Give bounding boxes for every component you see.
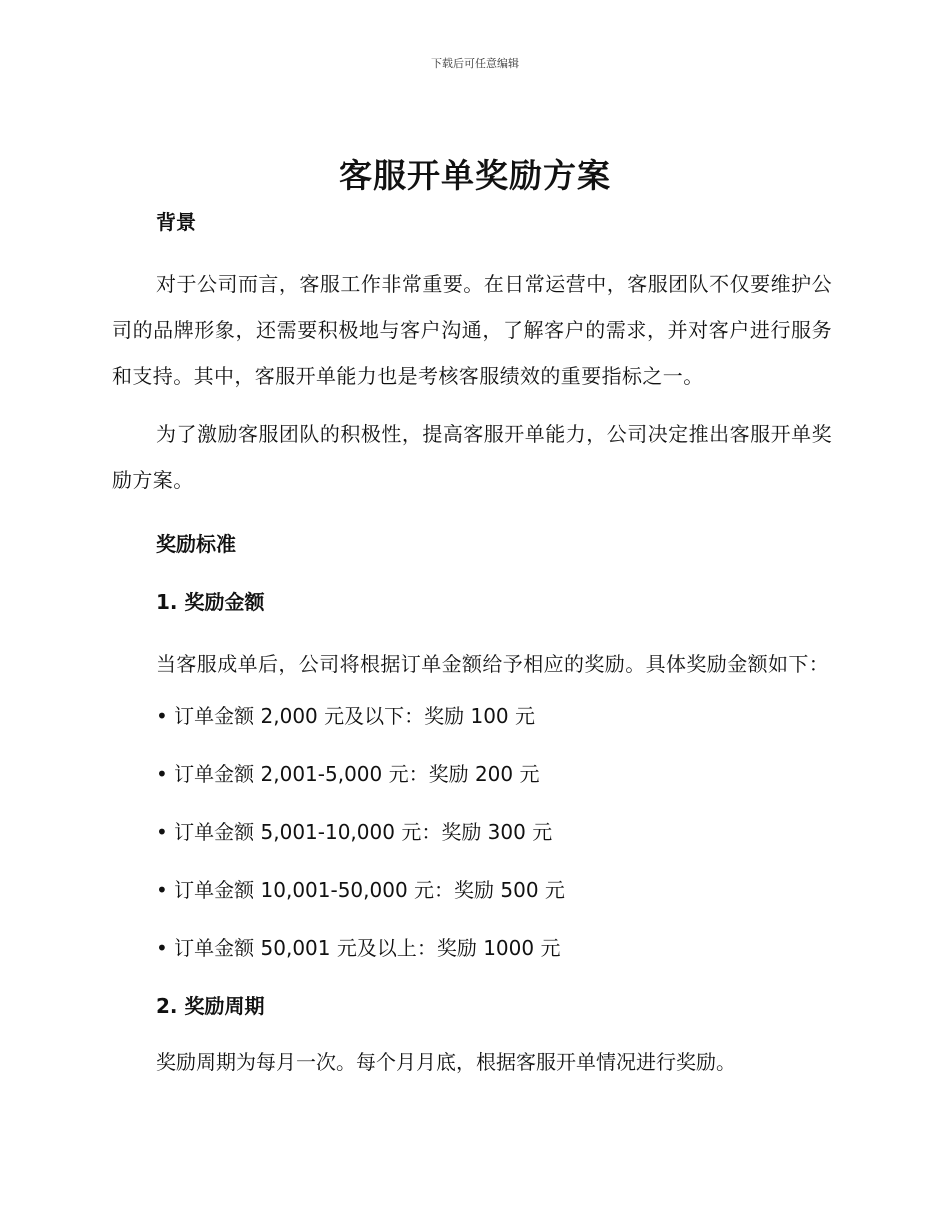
document-body [112, 205, 832, 1079]
background-paragraph-2: 为了激励客服团队的积极性，提高客服开单能力，公司决定推出客服开单奖励方案。 [112, 422, 832, 492]
section-heading-background: 背景 [156, 210, 196, 234]
cycle-paragraph: 奖励周期为每月一次。每个月月底，根据客服开单情况进行奖励。 [156, 1050, 736, 1074]
list-item: • 订单金额 10,001-50,000 元：奖励 500 元 [156, 878, 565, 902]
background-paragraph-1: 对于公司而言，客服工作非常重要。在日常运营中，客服团队不仅要维护公司的品牌形象，还需要积极地与客户沟通，了解客户的需求，并对客户进行服务和支持。其中，客服开单能力也是考核客服绩效的重要指标之一。 [112, 272, 832, 388]
list-item: • 订单金额 5,001-10,000 元：奖励 300 元 [156, 820, 553, 844]
list-item: • 订单金额 2,001-5,000 元：奖励 200 元 [156, 762, 540, 786]
header-note: 下载后可任意编辑 [431, 57, 519, 70]
subheading-amount: 1. 奖励金额 [156, 590, 265, 614]
amount-intro-paragraph: 当客服成单后，公司将根据订单金额给予相应的奖励。具体奖励金额如下： [156, 652, 830, 676]
list-item: • 订单金额 50,001 元及以上：奖励 1000 元 [156, 936, 561, 960]
subheading-cycle: 2. 奖励周期 [156, 994, 265, 1018]
section-heading-criteria: 奖励标准 [156, 532, 236, 556]
list-item: • 订单金额 2,000 元及以下：奖励 100 元 [156, 704, 536, 728]
document-title: 客服开单奖励方案 [339, 156, 611, 195]
